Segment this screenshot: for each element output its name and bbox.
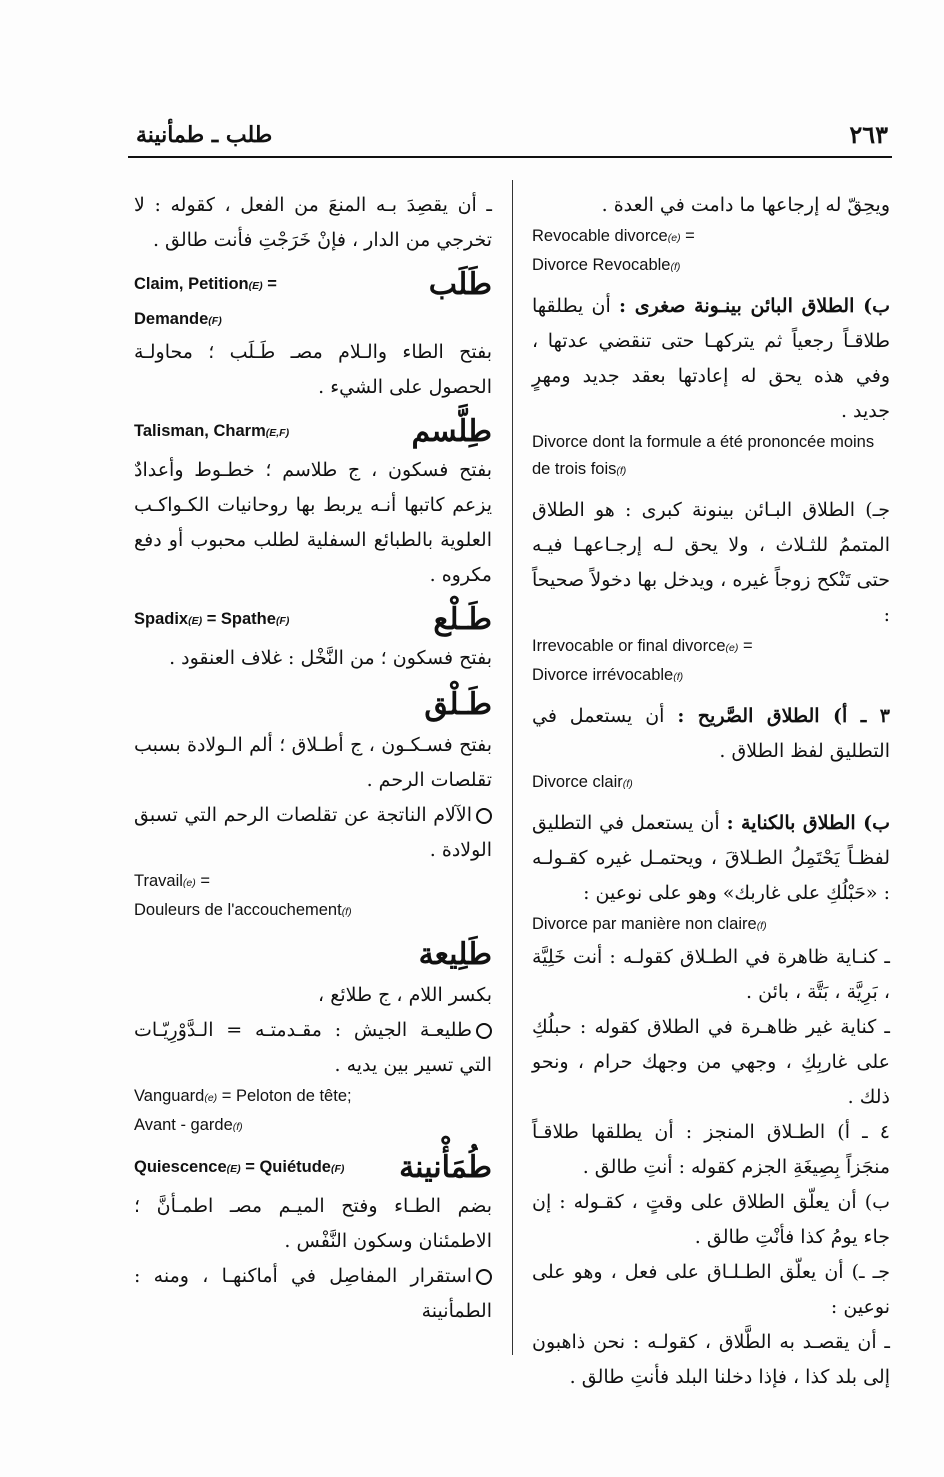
page-number: ٢٦٣: [849, 120, 888, 149]
headword: طَـلْق: [424, 687, 492, 722]
translation-line: Divorce dont la formule a été prononcée moins de trois fois(f): [532, 433, 875, 478]
paragraph: ويحِقّ له إرجاعها ما دامت في العدة .: [601, 194, 890, 216]
definition: بفتح فسكون ، ج طلاسم ؛ خطـوط وأعدادٌ يزعم كاتبها أنـه يربط بها روحانيات الكـواكـب العلوية بالطبائع السفلية لطلب محبوب أو دفع مكروه .: [134, 459, 492, 586]
paragraph: ـ كنـاية ظاهرة في الطـلاق كقولـه : أنت خَلِيَّة ، بَرِيَّة ، بَتَّة ، بائن .: [532, 946, 890, 1003]
headword: طَلِيعة: [418, 937, 492, 972]
translation-line: Irrevocable or final divorce(e) =: [532, 637, 753, 655]
translation-line: Divorce Revocable(f): [532, 256, 681, 274]
paragraph: ب) الطلاق البائن بينـونة صغرى : أن يطلقها طلاقـاً رجعياً ثم يتركهـا حتى تنقضي عدتها ، وفي هذه يحق له إعادتها بعقد جديد ومهرٍ جديد .: [532, 295, 890, 422]
column-divider: [512, 180, 513, 1355]
header-rule: [128, 156, 892, 158]
translation-line: Travail(e) =: [134, 872, 210, 890]
sub-definition: طليعـة الجيش : مقـدمتـه = الـدَّوْرِيّـات التي تسير بين يديه .: [134, 1019, 492, 1076]
translation-line: Demande(F): [134, 310, 222, 328]
right-column: [532, 188, 890, 1395]
paragraph: ب) أن يعلّق الطلاق على وقتٍ ، كقـوله : إن جاء يومُ كذا فأنْتِ طالق .: [532, 1191, 890, 1248]
running-title: طلب ـ طمأنينة: [136, 122, 273, 148]
headword: طَـلْع: [433, 602, 492, 637]
translation-line: Vanguard(e) = Peloton de tête;: [134, 1087, 352, 1105]
translation-line: Spadix(E) = Spathe(F): [134, 609, 290, 628]
definition: بفتح الطاء والـلام مصـ طَـلَب ؛ محاولـة الحصول على الشيء .: [134, 341, 492, 398]
entry-header: [134, 264, 492, 306]
entry-header: [134, 599, 492, 641]
paragraph: ب) الطلاق بالكناية : أن يستعمل في التطليق لفظـاً يَحْتَمِلُ الطـلاقَ ، ويحتمـل غيره كقـولـه : «حَبْلُكِ على غاربك» وهو على نوعين :: [532, 812, 890, 904]
translation-line: Revocable divorce(e) =: [532, 227, 695, 245]
left-column: [134, 188, 492, 1329]
definition: بضم الطـاء وفتح الميـم مصـ اطمـأنَّ ؛ الاطمئنان وسكون النَّفْس .: [134, 1195, 492, 1252]
bullet-circle-icon: [476, 1269, 492, 1285]
sub-definition: استقرار المفاصِل في أماكنهـا ، ومنه : الطمأنينة: [134, 1265, 492, 1322]
paragraph: ـ أن يقصِدَ بـه المنعَ من الفعل ، كقوله : لا تخرجي من الدار ، فإنْ خَرَجْتِ فأنت طالق .: [134, 194, 492, 251]
definition: بفتح فسكون ؛ من النَّخْل : غلاف العنقود .: [169, 647, 492, 669]
definition: بكسر اللام ، ج طلائع ،: [318, 984, 492, 1006]
translation-line: Divorce clair(f): [532, 773, 633, 791]
paragraph: ـ كناية غير ظاهـرة في الطلاق كقوله : حبلُكِ على غاربِكِ ، وجهي من وجهك حرام ، ونحو ذلك .: [532, 1016, 890, 1108]
translation-line: Divorce irrévocable(f): [532, 666, 684, 684]
paragraph: ـ أن يقصـد به الطَّلاق ، كقولـه : نحن ذاهبون إلى بلد كذا ، فإذا دخلنا البلد فأنتِ طالق .: [532, 1331, 890, 1388]
sub-definition: الآلام الناتجة عن تقلصات الرحم التي تسبق الولادة .: [134, 804, 492, 861]
translation-line: Claim, Petition(E) =: [134, 274, 277, 293]
headword: طِلَّسم: [411, 414, 492, 449]
entry-header: [134, 1147, 492, 1189]
bullet-circle-icon: [476, 808, 492, 824]
translation-line: Douleurs de l'accouchement(f): [134, 901, 352, 919]
definition: بفتح فسـكـون ، ج أطـلاق ؛ ألم الـولادة بسبب تقلصات الرحم .: [134, 734, 492, 791]
paragraph: جـ) الطلاق البـائن بينونة كبرى : هو الطلاق المتممُ للثـلاث ، ولا يحق لـه إرجـاعهـا فيـه حتى تَنْكح زوجاً غيره ، ويدخل بها دخولاً صحيحاً :: [532, 499, 890, 626]
paragraph: ٤ ـ أ) الطـلاق المنجز : أن يطلقها طلاقـاً منجَزاً بِصِيغَةِ الجزم كقوله : أنتِ طالق .: [532, 1121, 890, 1178]
headword: طُمَأْنينة: [399, 1150, 492, 1185]
translation-line: Divorce par manière non claire(f): [532, 915, 767, 933]
translation-line: Talisman, Charm(E,F): [134, 421, 290, 440]
page-header: [128, 118, 892, 158]
headword: طَلَب: [428, 267, 492, 302]
paragraph: ٣ ـ أ) الطلاق الصَّريح : أن يستعمل في التطليق لفظ الطلاق .: [532, 705, 890, 762]
bullet-circle-icon: [476, 1023, 492, 1039]
paragraph: جـ ـ) أن يعلّق الطـلـاق على فعل ، وهو على نوعين :: [532, 1261, 890, 1318]
translation-line: Quiescence(E) = Quiétude(F): [134, 1157, 345, 1176]
entry-header: [134, 411, 492, 453]
translation-line: Avant - garde(f): [134, 1116, 243, 1134]
